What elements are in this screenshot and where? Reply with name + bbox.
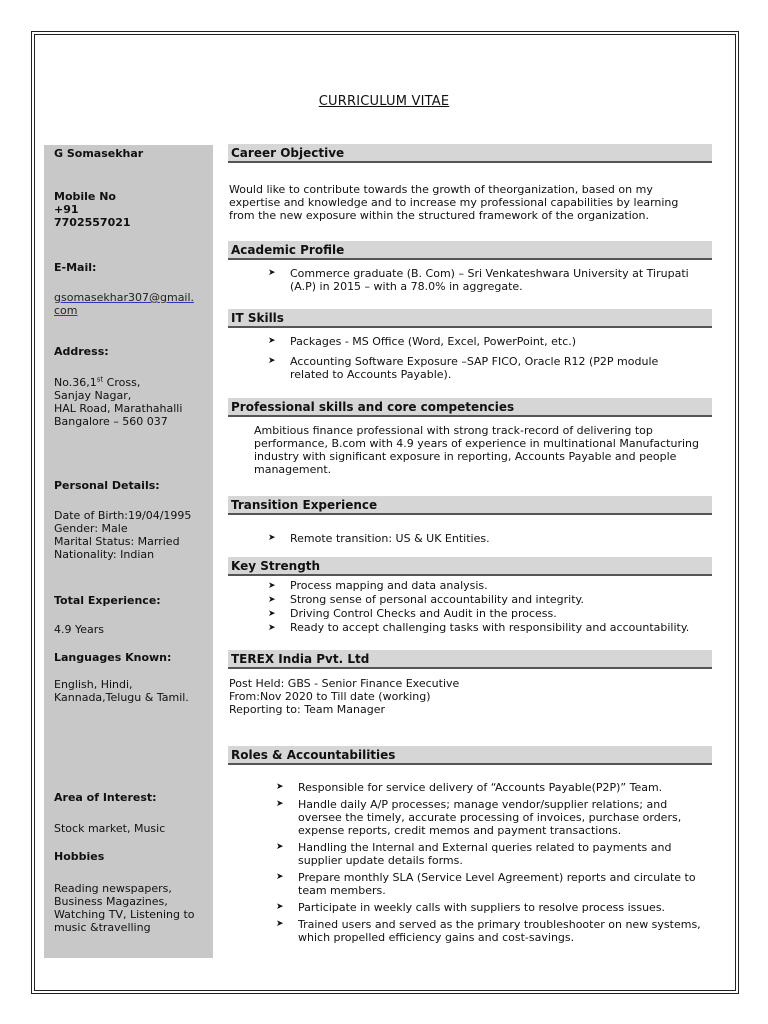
personal-details	[54, 509, 214, 561]
mobile-country-code: +91	[54, 203, 79, 216]
list-item-text: expense reports, credit memos and payment transactions.	[298, 824, 622, 837]
academic-list	[268, 267, 713, 293]
candidate-name: G Somasekhar	[54, 147, 144, 160]
hobbies-line: Watching TV, Listening to	[54, 908, 195, 921]
list-item	[268, 607, 713, 621]
document-title: CURRICULUM VITAE	[318, 94, 450, 109]
arrow-bullet-icon: ➤	[268, 581, 276, 591]
list-item-text: Trained users and served as the primary troubleshooter on new systems,	[298, 918, 701, 931]
email-label: E-Mail:	[54, 261, 97, 274]
email-link[interactable]	[54, 291, 214, 317]
employer-detail-line: Reporting to: Team Manager	[229, 703, 386, 716]
list-item	[268, 532, 713, 545]
section-academic-profile: Academic Profile	[228, 241, 712, 260]
personal-details-label: Personal Details:	[54, 479, 160, 492]
list-item-text: supplier update details forms.	[298, 854, 463, 867]
career-objective-text	[229, 183, 713, 222]
list-item-text: Commerce graduate (B. Com) – Sri Venkateshwara University at Tirupati	[290, 267, 689, 280]
hobbies-line: Reading newspapers,	[54, 882, 172, 895]
list-item-text: related to Accounts Payable).	[290, 368, 452, 381]
list-item-text: Handling the Internal and External queries related to payments and	[298, 841, 672, 854]
hobbies-label: Hobbies	[54, 850, 105, 863]
list-item-text: (A.P) in 2015 – with a 78.0% in aggregate.	[290, 280, 523, 293]
list-item	[268, 593, 713, 607]
section-professional-skills: Professional skills and core competencies	[228, 398, 712, 417]
list-item	[276, 918, 716, 944]
personal-detail-line: Marital Status: Married	[54, 535, 180, 548]
list-item	[276, 901, 716, 914]
key-strength-list	[268, 579, 713, 635]
arrow-bullet-icon: ➤	[276, 919, 284, 929]
area-of-interest-value: Stock market, Music	[54, 822, 166, 835]
mobile-section	[54, 190, 214, 229]
section-employer: TEREX India Pvt. Ltd	[228, 650, 712, 669]
list-item	[276, 841, 716, 867]
list-item	[268, 335, 713, 348]
section-roles-accountabilities: Roles & Accountabilities	[228, 746, 712, 765]
address-label: Address:	[54, 345, 109, 358]
arrow-bullet-icon: ➤	[268, 609, 276, 619]
list-item	[276, 798, 716, 837]
section-transition-experience: Transition Experience	[228, 496, 712, 515]
list-item	[276, 781, 716, 794]
arrow-bullet-icon: ➤	[276, 782, 284, 792]
professional-skills-line: management.	[254, 463, 332, 476]
list-item	[268, 621, 713, 635]
mobile-number: 7702557021	[54, 216, 131, 229]
list-item	[276, 871, 716, 897]
address-line-street: No.36,1st Cross,	[54, 375, 141, 389]
list-item-text: Handle daily A/P processes; manage vendor/supplier relations; and	[298, 798, 668, 811]
arrow-bullet-icon: ➤	[268, 336, 276, 346]
arrow-bullet-icon: ➤	[268, 623, 276, 633]
list-item	[268, 267, 713, 293]
employer-details	[229, 677, 713, 716]
transition-list	[268, 532, 713, 545]
total-experience-label: Total Experience:	[54, 594, 161, 607]
career-objective-line: from the new exposure within the structured framework of the organization.	[229, 209, 650, 222]
languages-label: Languages Known:	[54, 651, 172, 664]
hobbies-line: Business Magazines,	[54, 895, 168, 908]
hobbies-value	[54, 882, 214, 934]
address-line: Bangalore – 560 037	[54, 415, 168, 428]
it-skills-list	[268, 335, 713, 388]
section-career-objective: Career Objective	[228, 144, 712, 163]
arrow-bullet-icon: ➤	[276, 902, 284, 912]
section-key-strength: Key Strength	[228, 557, 712, 576]
arrow-bullet-icon: ➤	[276, 799, 284, 809]
list-item-text: Remote transition: US & UK Entities.	[290, 532, 490, 545]
list-item	[268, 579, 713, 593]
list-item-text: Accounting Software Exposure –SAP FICO, Oracle R12 (P2P module	[290, 355, 659, 368]
employer-detail-line: Post Held: GBS - Senior Finance Executive	[229, 677, 460, 690]
email-link-line1[interactable]: gsomasekhar307@gmail.	[54, 291, 195, 304]
sidebar	[44, 145, 213, 958]
professional-skills-text	[254, 424, 710, 476]
list-item-text: Participate in weekly calls with suppliers to resolve process issues.	[298, 901, 666, 914]
email-link-line2[interactable]: com	[54, 304, 78, 317]
professional-skills-line: performance, B.com with 4.9 years of experience in multinational Manufacturing	[254, 437, 699, 450]
career-objective-line: Would like to contribute towards the growth of theorganization, based on my	[229, 183, 653, 196]
arrow-bullet-icon: ➤	[268, 268, 276, 278]
list-item	[268, 355, 713, 381]
personal-detail-line: Gender: Male	[54, 522, 128, 535]
languages-line: Kannada,Telugu & Tamil.	[54, 691, 189, 704]
address	[54, 376, 214, 428]
total-experience-value: 4.9 Years	[54, 623, 105, 636]
address-line: HAL Road, Marathahalli	[54, 402, 183, 415]
arrow-bullet-icon: ➤	[268, 533, 276, 543]
arrow-bullet-icon: ➤	[268, 595, 276, 605]
roles-list	[276, 781, 716, 948]
list-item-text: Strong sense of personal accountability and integrity.	[290, 593, 584, 606]
personal-detail-line: Date of Birth:19/04/1995	[54, 509, 192, 522]
arrow-bullet-icon: ➤	[268, 356, 276, 366]
languages-line: English, Hindi,	[54, 678, 133, 691]
list-item-text: Process mapping and data analysis.	[290, 579, 488, 592]
list-item-text: Responsible for service delivery of “Accounts Payable(P2P)” Team.	[298, 781, 663, 794]
employer-detail-line: From:Nov 2020 to Till date (working)	[229, 690, 431, 703]
career-objective-line: expertise and knowledge and to increase my professional capabilities by learning	[229, 196, 679, 209]
area-of-interest-label: Area of Interest:	[54, 791, 157, 804]
list-item-text: Prepare monthly SLA (Service Level Agreement) reports and circulate to	[298, 871, 696, 884]
hobbies-line: music &travelling	[54, 921, 151, 934]
professional-skills-line: Ambitious finance professional with strong track-record of delivering top	[254, 424, 653, 437]
languages-value	[54, 678, 214, 704]
list-item-text: team members.	[298, 884, 386, 897]
list-item-text: Driving Control Checks and Audit in the process.	[290, 607, 557, 620]
personal-detail-line: Nationality: Indian	[54, 548, 155, 561]
list-item-text: oversee the timely, accurate processing of invoices, purchase orders,	[298, 811, 682, 824]
arrow-bullet-icon: ➤	[276, 842, 284, 852]
mobile-label: Mobile No	[54, 190, 116, 203]
section-it-skills: IT Skills	[228, 309, 712, 328]
professional-skills-line: industry with significant exposure in reporting, Accounts Payable and people	[254, 450, 677, 463]
list-item-text: Ready to accept challenging tasks with responsibility and accountability.	[290, 621, 690, 634]
list-item-text: which propelled efficiency gains and cost-savings.	[298, 931, 575, 944]
list-item-text: Packages - MS Office (Word, Excel, PowerPoint, etc.)	[290, 335, 577, 348]
address-line: Sanjay Nagar,	[54, 389, 132, 402]
address-lines	[54, 389, 214, 428]
arrow-bullet-icon: ➤	[276, 872, 284, 882]
